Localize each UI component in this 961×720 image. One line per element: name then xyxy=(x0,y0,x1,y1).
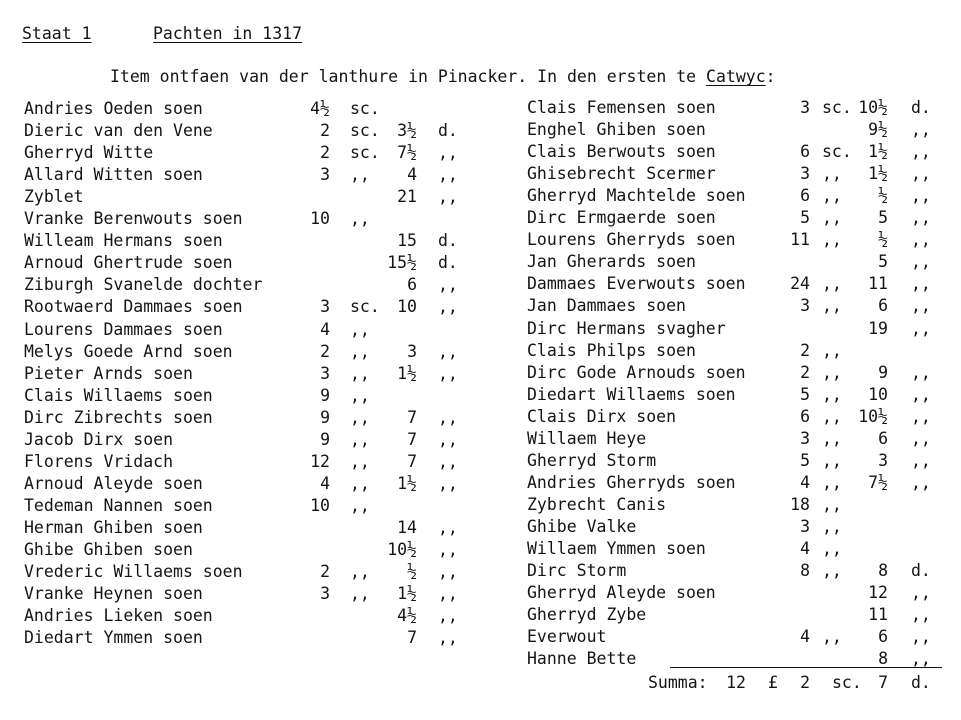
entry-amount-2: 21 xyxy=(397,187,417,206)
entry-name: Gherryd Witte xyxy=(24,143,154,162)
entry-unit-1: ,, xyxy=(822,208,842,227)
entry-unit-1: ,, xyxy=(350,320,370,339)
entry-name: Jacob Dirx soen xyxy=(24,430,174,449)
entry-amount-2: 15½ xyxy=(387,253,417,272)
entry-name: Clais Willaems soen xyxy=(24,386,213,405)
summa-rule xyxy=(670,667,942,668)
entry-name: Vrederic Willaems soen xyxy=(24,562,243,581)
entry-unit-1: ,, xyxy=(822,296,842,315)
entry-amount-2: 7 xyxy=(407,408,417,427)
entry-name: Zyblet xyxy=(24,187,84,206)
entry-name: Allard Witten soen xyxy=(24,165,203,184)
entry-unit-1: ,, xyxy=(350,342,370,361)
entry-name: Willaem Heye xyxy=(527,429,647,448)
entry-name: Diedart Willaems soen xyxy=(527,385,736,404)
entry-unit-1: ,, xyxy=(822,363,842,382)
entry-unit-1: ,, xyxy=(822,495,842,514)
entry-unit-2: ,, xyxy=(911,274,931,293)
entry-name: Clais Dirx soen xyxy=(527,407,677,426)
entry-unit-2: ,, xyxy=(911,230,931,249)
entry-amount-1: 2 xyxy=(800,341,810,360)
entry-name: Andries Oeden soen xyxy=(24,99,203,118)
entry-name: Jan Dammaes soen xyxy=(527,296,686,315)
entry-amount-1: 24 xyxy=(790,274,810,293)
entry-name: Pieter Arnds soen xyxy=(24,364,193,383)
entry-unit-1: ,, xyxy=(350,452,370,471)
entry-name: Dirc Ermgaerde soen xyxy=(527,208,716,227)
entry-amount-1: 4 xyxy=(800,627,810,646)
entry-amount-1: 2 xyxy=(800,363,810,382)
entry-unit-2: ,, xyxy=(438,187,458,206)
entry-amount-1: 3 xyxy=(320,297,330,316)
entry-amount-2: 7 xyxy=(407,628,417,647)
entry-unit-2: ,, xyxy=(438,562,458,581)
entry-name: Rootwaerd Dammaes soen xyxy=(24,297,243,316)
entry-amount-2: 9 xyxy=(878,363,888,382)
entry-name: Andries Gherryds soen xyxy=(527,473,736,492)
entry-amount-1: 10 xyxy=(310,209,330,228)
entry-amount-1: 3 xyxy=(800,517,810,536)
entry-unit-1: ,, xyxy=(822,517,842,536)
entry-name: Gherryd Aleyde soen xyxy=(527,583,716,602)
entry-amount-1: 9 xyxy=(320,386,330,405)
entry-name: Willaem Ymmen soen xyxy=(527,539,706,558)
entry-unit-2: ,, xyxy=(438,584,458,603)
entry-unit-2: d. xyxy=(438,121,458,140)
entry-unit-1: ,, xyxy=(822,451,842,470)
entry-unit-2: ,, xyxy=(438,143,458,162)
entry-unit-2: ,, xyxy=(911,296,931,315)
entry-unit-1: ,, xyxy=(822,385,842,404)
entry-unit-2: ,, xyxy=(438,628,458,647)
entry-unit-2: ,, xyxy=(911,208,931,227)
entry-name: Enghel Ghiben soen xyxy=(527,120,706,139)
entry-amount-2: 3½ xyxy=(397,121,417,140)
entry-amount-2: 19 xyxy=(868,319,888,338)
intro-line xyxy=(110,69,776,86)
entry-unit-2: d. xyxy=(911,98,931,117)
entry-name: Herman Ghiben soen xyxy=(24,518,203,537)
entry-unit-2: ,, xyxy=(438,408,458,427)
entry-amount-1: 5 xyxy=(800,451,810,470)
entry-unit-1: ,, xyxy=(822,274,842,293)
entry-name: Arnoud Aleyde soen xyxy=(24,474,203,493)
entry-unit-1: ,, xyxy=(822,164,842,183)
entry-amount-1: 3 xyxy=(320,165,330,184)
summa-pence: 7 xyxy=(878,673,888,692)
entry-unit-1: sc. xyxy=(822,142,852,161)
intro-colon: : xyxy=(765,67,776,86)
entry-unit-1: ,, xyxy=(822,627,842,646)
entry-unit-2: ,, xyxy=(438,518,458,537)
entry-unit-1: sc. xyxy=(350,121,380,140)
entry-amount-2: 10½ xyxy=(858,407,888,426)
summa-pound-sign: £ xyxy=(768,673,778,692)
entry-amount-2: 1½ xyxy=(397,364,417,383)
entry-amount-2: 5 xyxy=(878,208,888,227)
entry-amount-2: 8 xyxy=(878,561,888,580)
entry-amount-2: 11 xyxy=(868,605,888,624)
entry-name: Willeam Hermans soen xyxy=(24,231,223,250)
entry-amount-2: 8 xyxy=(878,649,888,668)
entry-name: Gherryd Machtelde soen xyxy=(527,186,746,205)
entry-name: Gherryd Storm xyxy=(527,451,657,470)
entry-unit-2: ,, xyxy=(911,142,931,161)
entry-name: Lourens Dammaes soen xyxy=(24,320,223,339)
entry-amount-1: 3 xyxy=(800,296,810,315)
entry-name: Vranke Heynen soen xyxy=(24,584,203,603)
entry-unit-2: ,, xyxy=(438,275,458,294)
entry-amount-2: ½ xyxy=(407,562,417,581)
entry-amount-1: 4 xyxy=(800,539,810,558)
entry-amount-2: 1½ xyxy=(868,142,888,161)
entry-amount-2: ½ xyxy=(878,186,888,205)
entry-unit-2: ,, xyxy=(911,583,931,602)
entry-name: Florens Vridach xyxy=(24,452,174,471)
entry-unit-2: ,, xyxy=(911,363,931,382)
intro-text: Item ontfaen van der lanthure in Pinacker. In den ersten te xyxy=(110,67,707,86)
entry-amount-1: 9 xyxy=(320,408,330,427)
entry-unit-2: ,, xyxy=(911,319,931,338)
entry-amount-1: 12 xyxy=(310,452,330,471)
entry-unit-2: ,, xyxy=(911,605,931,624)
summa-pounds: 12 xyxy=(726,673,746,692)
entry-amount-2: 15 xyxy=(397,231,417,250)
entry-amount-2: 5 xyxy=(878,252,888,271)
entry-name: Arnoud Ghertrude soen xyxy=(24,253,233,272)
entry-unit-2: ,, xyxy=(911,120,931,139)
entry-name: Clais Femensen soen xyxy=(527,98,716,117)
entry-amount-2: 7 xyxy=(407,430,417,449)
entry-unit-2: ,, xyxy=(438,430,458,449)
entry-amount-2: 6 xyxy=(878,627,888,646)
entry-unit-1: ,, xyxy=(822,473,842,492)
entry-unit-1: ,, xyxy=(822,230,842,249)
entry-amount-1: 10 xyxy=(310,496,330,515)
staat-label: Staat 1 xyxy=(22,24,92,43)
entry-amount-1: 4 xyxy=(800,473,810,492)
entry-unit-1: sc. xyxy=(822,98,852,117)
entry-name: Gherryd Zybe xyxy=(527,605,647,624)
entry-unit-1: ,, xyxy=(350,584,370,603)
entry-name: Clais Philps soen xyxy=(527,341,696,360)
entry-unit-1: ,, xyxy=(350,562,370,581)
entry-unit-2: ,, xyxy=(911,164,931,183)
entry-name: Diedart Ymmen soen xyxy=(24,628,203,647)
summa-label: Summa: xyxy=(648,673,708,692)
entry-amount-1: 2 xyxy=(320,562,330,581)
entry-unit-1: sc. xyxy=(350,99,380,118)
entry-unit-2: ,, xyxy=(911,385,931,404)
entry-amount-2: 1½ xyxy=(397,474,417,493)
entry-amount-1: 4 xyxy=(320,474,330,493)
entry-name: Dirc Gode Arnouds soen xyxy=(527,363,746,382)
entry-amount-2: 12 xyxy=(868,583,888,602)
entry-amount-1: 6 xyxy=(800,142,810,161)
entry-unit-2: ,, xyxy=(911,429,931,448)
entry-name: Dieric van den Vene xyxy=(24,121,213,140)
entry-amount-1: 2 xyxy=(320,342,330,361)
entry-amount-1: 5 xyxy=(800,208,810,227)
entry-unit-1: ,, xyxy=(350,364,370,383)
entry-unit-1: sc. xyxy=(350,297,380,316)
entry-amount-1: 2 xyxy=(320,121,330,140)
entry-amount-1: 11 xyxy=(790,230,810,249)
entry-unit-2: ,, xyxy=(911,451,931,470)
entry-amount-1: 2 xyxy=(320,143,330,162)
entry-unit-1: ,, xyxy=(822,341,842,360)
entry-name: Everwout xyxy=(527,627,607,646)
entry-amount-1: 9 xyxy=(320,430,330,449)
entry-name: Dirc Hermans svagher xyxy=(527,319,726,338)
entry-amount-2: ½ xyxy=(878,230,888,249)
entry-name: Jan Gherards soen xyxy=(527,252,696,271)
entry-name: Dirc Zibrechts soen xyxy=(24,408,213,427)
entry-amount-2: 14 xyxy=(397,518,417,537)
entry-amount-2: 10½ xyxy=(858,98,888,117)
entry-name: Clais Berwouts soen xyxy=(527,142,716,161)
entry-unit-1: ,, xyxy=(822,429,842,448)
entry-unit-1: ,, xyxy=(822,539,842,558)
entry-amount-2: 6 xyxy=(407,275,417,294)
entry-unit-2: ,, xyxy=(438,606,458,625)
entry-amount-2: 1½ xyxy=(868,164,888,183)
intro-place: Catwyc xyxy=(706,67,766,86)
entry-amount-2: 4 xyxy=(407,165,417,184)
entry-amount-1: 5 xyxy=(800,385,810,404)
entry-amount-2: 7 xyxy=(407,452,417,471)
entry-unit-2: ,, xyxy=(911,649,931,668)
entry-amount-2: 4½ xyxy=(397,606,417,625)
entry-name: Ghibe Valke xyxy=(527,517,637,536)
summa-sc: sc. xyxy=(832,673,862,692)
entry-unit-1: sc. xyxy=(350,143,380,162)
entry-unit-2: ,, xyxy=(438,452,458,471)
entry-unit-2: ,, xyxy=(438,540,458,559)
entry-amount-2: 7½ xyxy=(868,473,888,492)
entry-amount-1: 6 xyxy=(800,186,810,205)
entry-unit-1: ,, xyxy=(350,496,370,515)
entry-unit-1: ,, xyxy=(822,186,842,205)
entry-unit-1: ,, xyxy=(350,209,370,228)
entry-name: Vranke Berenwouts soen xyxy=(24,209,243,228)
entry-amount-1: 3 xyxy=(800,429,810,448)
entry-unit-1: ,, xyxy=(350,165,370,184)
entry-amount-2: 10 xyxy=(397,297,417,316)
entry-unit-2: ,, xyxy=(438,297,458,316)
entry-name: Zybrecht Canis xyxy=(527,495,667,514)
entry-amount-2: 6 xyxy=(878,429,888,448)
entry-amount-1: 3 xyxy=(800,164,810,183)
entry-unit-2: ,, xyxy=(438,474,458,493)
page-title: Pachten in 1317 xyxy=(153,24,303,43)
entry-amount-1: 3 xyxy=(320,364,330,383)
entry-amount-2: 7½ xyxy=(397,143,417,162)
entry-unit-2: d. xyxy=(438,231,458,250)
entry-unit-2: ,, xyxy=(438,342,458,361)
entry-unit-2: ,, xyxy=(911,407,931,426)
entry-unit-1: ,, xyxy=(822,561,842,580)
entry-name: Ghibe Ghiben soen xyxy=(24,540,193,559)
entry-name: Dammaes Everwouts soen xyxy=(527,274,746,293)
entry-unit-2: ,, xyxy=(911,186,931,205)
entry-unit-2: d. xyxy=(438,253,458,272)
entry-amount-1: 4 xyxy=(320,320,330,339)
entry-name: Hanne Bette xyxy=(527,649,637,668)
entry-amount-1: 3 xyxy=(800,98,810,117)
entry-unit-1: ,, xyxy=(350,408,370,427)
entry-amount-1: 4½ xyxy=(310,99,330,118)
entry-name: Tedeman Nannen soen xyxy=(24,496,213,515)
summa-shillings: 2 xyxy=(800,673,810,692)
entry-name: Lourens Gherryds soen xyxy=(527,230,736,249)
entry-amount-2: 9½ xyxy=(868,120,888,139)
entry-amount-2: 3 xyxy=(878,451,888,470)
entry-unit-1: ,, xyxy=(350,474,370,493)
entry-unit-1: ,, xyxy=(350,430,370,449)
entry-unit-2: ,, xyxy=(911,627,931,646)
entry-name: Ziburgh Svanelde dochter xyxy=(24,275,263,294)
entry-unit-1: ,, xyxy=(822,407,842,426)
entry-name: Dirc Storm xyxy=(527,561,627,580)
entry-amount-2: 10 xyxy=(868,385,888,404)
entry-unit-2: d. xyxy=(911,561,931,580)
entry-unit-2: ,, xyxy=(438,364,458,383)
entry-amount-1: 8 xyxy=(800,561,810,580)
entry-amount-1: 6 xyxy=(800,407,810,426)
entry-amount-2: 11 xyxy=(868,274,888,293)
entry-unit-2: ,, xyxy=(911,252,931,271)
entry-amount-1: 18 xyxy=(790,495,810,514)
entry-name: Melys Goede Arnd soen xyxy=(24,342,233,361)
entry-unit-1: ,, xyxy=(350,386,370,405)
entry-amount-1: 3 xyxy=(320,584,330,603)
summa-d: d. xyxy=(911,673,931,692)
entry-amount-2: 10½ xyxy=(387,540,417,559)
entry-unit-2: ,, xyxy=(438,165,458,184)
entry-amount-2: 6 xyxy=(878,296,888,315)
entry-name: Andries Lieken soen xyxy=(24,606,213,625)
entry-unit-2: ,, xyxy=(911,473,931,492)
entry-amount-2: 1½ xyxy=(397,584,417,603)
entry-name: Ghisebrecht Scermer xyxy=(527,164,716,183)
entry-amount-2: 3 xyxy=(407,342,417,361)
